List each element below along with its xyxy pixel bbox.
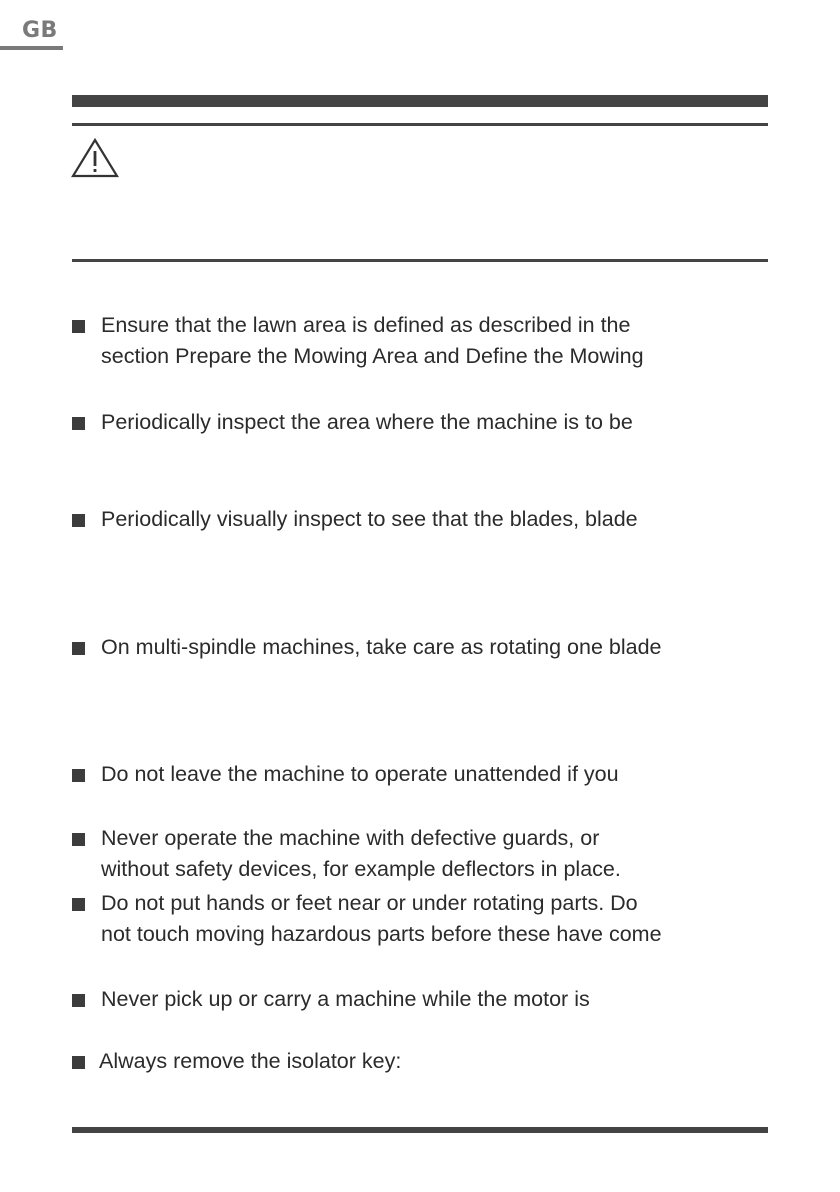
list-item: [101, 310, 781, 372]
list-item-line: Periodically visually inspect to see that the blades, blade: [101, 507, 638, 531]
bullet-square: [72, 1056, 85, 1069]
language-tag: GB: [22, 18, 58, 43]
list-item-line: Ensure that the lawn area is defined as described in the: [101, 313, 631, 337]
list-item-line: Do not put hands or feet near or under rotating parts. Do: [101, 891, 638, 915]
list-item: [101, 984, 781, 1015]
list-item: [101, 759, 781, 790]
bullet-square: [72, 833, 85, 846]
bullet-square: [72, 994, 85, 1007]
bullet-square: [72, 898, 85, 911]
bullet-square: [72, 514, 85, 527]
list-item: [101, 632, 781, 663]
warning-box-bottom-rule: [72, 259, 768, 262]
language-tag-underline: [0, 46, 63, 50]
bullet-square: [72, 769, 85, 782]
list-item: [101, 504, 781, 535]
list-item: [99, 1046, 779, 1077]
warning-box-top-rule: [72, 123, 768, 126]
list-item-line: Never pick up or carry a machine while the motor is: [101, 987, 590, 1011]
list-item-line: Never operate the machine with defective guards, or: [101, 826, 600, 850]
list-item-line: section Prepare the Mowing Area and Define the Mowing: [101, 344, 644, 368]
list-item-line: Periodically inspect the area where the machine is to be: [101, 410, 633, 434]
bullet-square: [72, 417, 85, 430]
list-item: [101, 407, 781, 438]
list-item-line: Do not leave the machine to operate unattended if you: [101, 762, 619, 786]
top-section-bar: [72, 95, 768, 107]
bullet-square: [72, 642, 85, 655]
list-item-line: without safety devices, for example deflectors in place.: [101, 857, 621, 881]
list-item: [101, 823, 781, 885]
list-item-line: not touch moving hazardous parts before these have come: [101, 922, 662, 946]
list-item-line: On multi-spindle machines, take care as rotating one blade: [101, 635, 662, 659]
list-item: [101, 888, 781, 950]
bottom-section-bar: [72, 1127, 768, 1133]
warning-triangle-icon: [70, 137, 120, 179]
list-item-line: Always remove the isolator key:: [99, 1049, 402, 1073]
bullet-square: [72, 320, 85, 333]
